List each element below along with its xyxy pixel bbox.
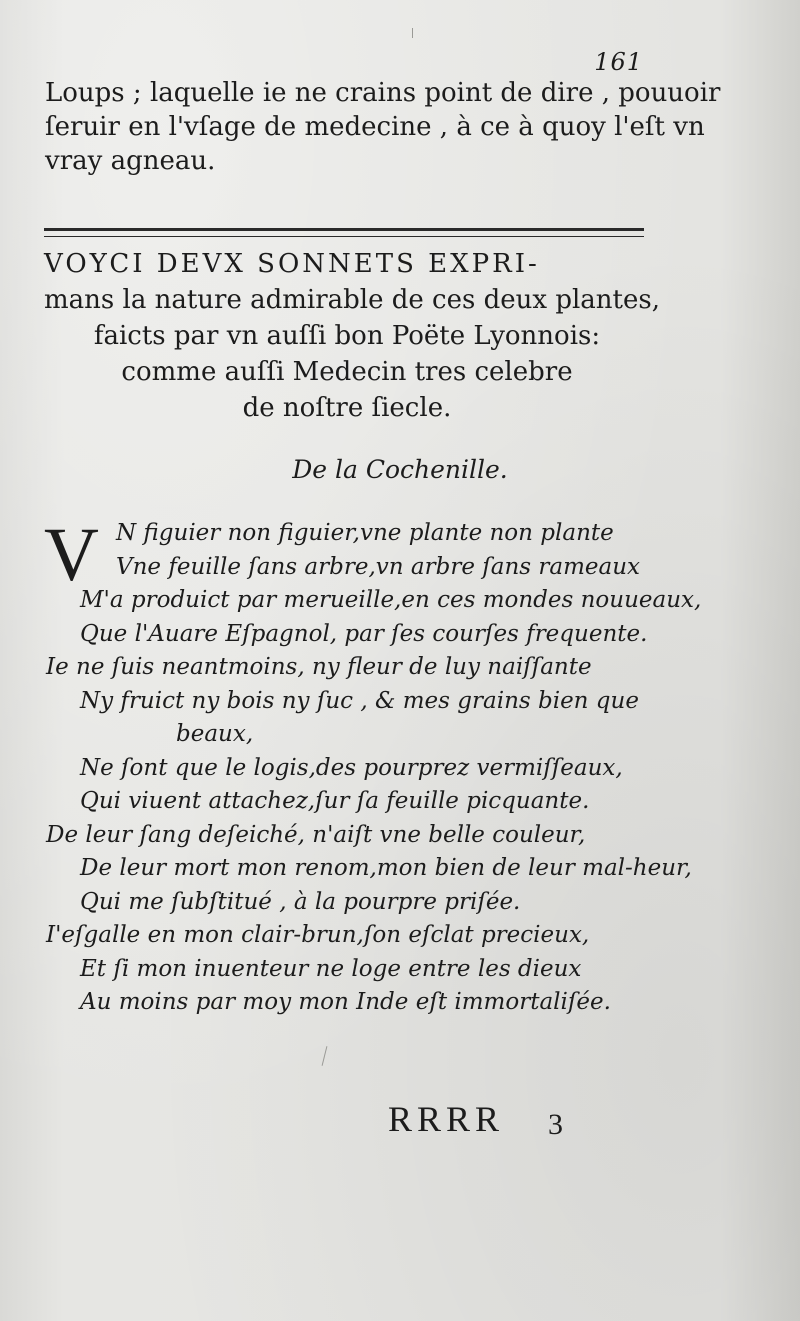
prose-line: vray agneau. (45, 146, 216, 176)
poem-line: I'eſgalle en mon clair-brun,ſon eſclat precieux, (46, 922, 590, 948)
poem-line: Que l'Auare Eſpagnol, par ſes courſes frequente. (80, 620, 648, 647)
poem-line: Ne ſont que le logis,des pourprez vermiſſeaux, (80, 754, 623, 781)
poem-line: De leur mort mon renom,mon bien de leur mal-heur, (80, 855, 692, 881)
poem-line: De leur ſang deſeiché, n'aiſt vne belle couleur, (46, 821, 586, 848)
heading-line: faicts par vn auſſi bon Poëte Lyonnois: (93, 321, 601, 351)
signature-number: 3 (548, 1108, 563, 1141)
poem-line: Ie ne ſuis neantmoins, ny fleur de luy naiſſante (46, 654, 592, 680)
poem-line: Et ſi mon inuenteur ne loge entre les dieux (80, 955, 582, 982)
poem-line: M'a produict par merueille,en ces mondes nouueaux, (80, 587, 702, 613)
heading-line: mans la nature admirable de ces deux plantes, (44, 285, 660, 315)
poem-line: beaux, (176, 721, 254, 747)
ink-mark (412, 28, 413, 38)
drop-capital: V (44, 513, 99, 597)
prose-line: Loups ; laquelle ie ne crains point de dire , pouuoir (45, 78, 721, 108)
prose-line: ſeruir en l'vſage de medecine , à ce à quoy l'eſt vn (45, 112, 705, 142)
poem-line: Au moins par moy mon Inde eſt immortaliſée. (80, 989, 611, 1015)
section-heading (44, 246, 660, 426)
poem-line: Vne feuille ſans arbre,vn arbre ſans rameaux (116, 553, 641, 580)
signature-mark: RRRR (388, 1099, 505, 1139)
sonnet (40, 513, 702, 1020)
ink-mark (322, 1046, 328, 1066)
heading-line: de noſtre ſiecle. (242, 393, 452, 423)
prose-paragraph (45, 76, 721, 178)
page-number: 161 (594, 48, 643, 76)
heading-line: comme auſſi Medecin tres celebre (121, 357, 573, 387)
sonnet-title: De la Cochenille. (292, 455, 508, 484)
poem-line: Ny fruict ny bois ny ſuc , & mes grains bien que (80, 687, 639, 714)
section-rule (44, 228, 644, 231)
section-rule-thin (44, 236, 644, 237)
poem-line: Qui me ſubſtitué , à la pourpre priſée. (80, 888, 521, 915)
heading-line: VOYCI DEVX SONNETS EXPRI- (44, 249, 540, 279)
poem-line: N figuier non figuier,vne plante non plante (116, 520, 614, 546)
poem-line: Qui viuent attachez,ſur ſa feuille picquante. (80, 788, 590, 814)
